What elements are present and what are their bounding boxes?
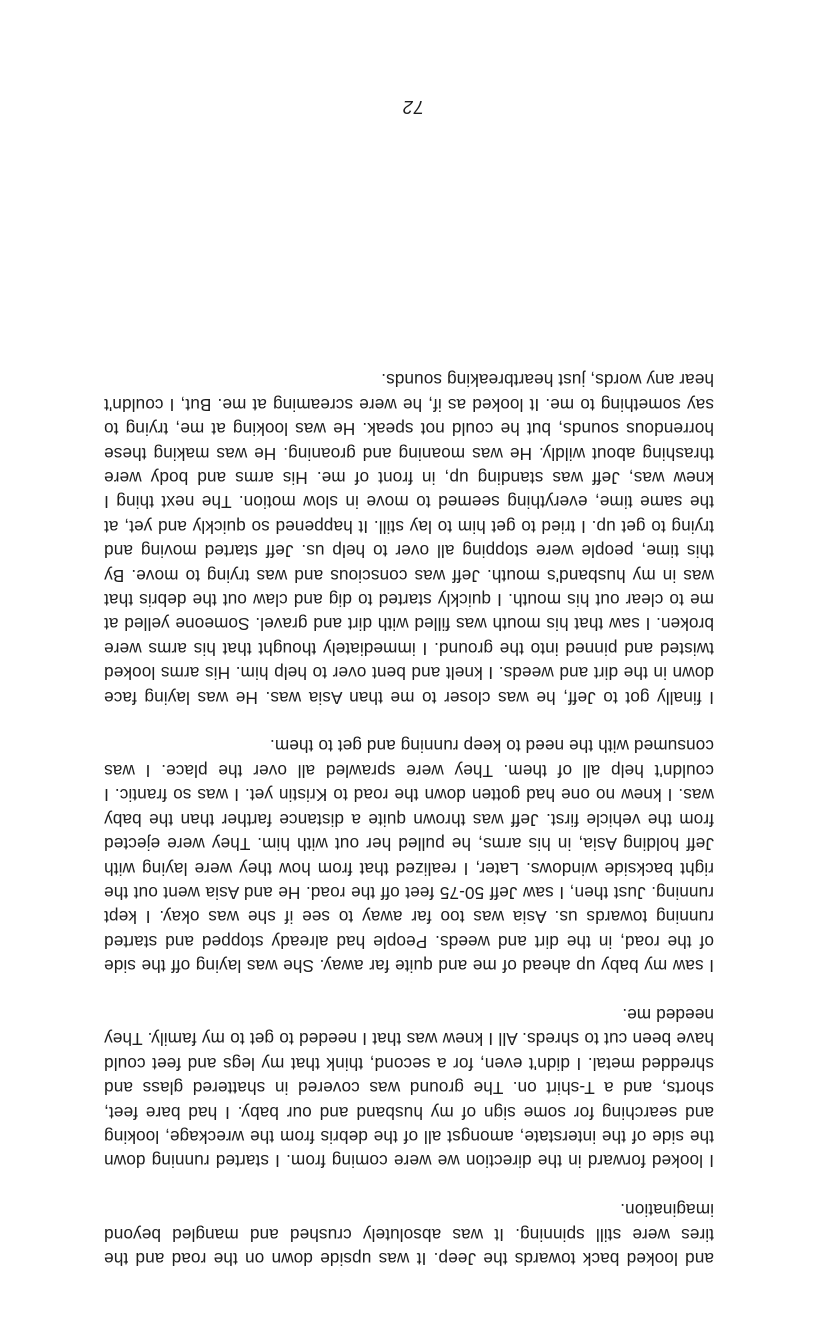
page-number: 72 [401,97,425,117]
paragraph-3: I saw my baby up ahead of me and quite far away. She was laying off the side of the road, in the dirt and weeds. People had already stopped and started running towards us. Asia was too far away to see if she was okay. I kept running. Just then, I saw Jeff 50-75 feet off the road. He and Asia went out the right backside windows. Later, I realized that from how they were laying with Jeff holding Asia, in his arms, he pulled her out with him. They were ejected from the vehicle first. Jeff was thrown quite a distance farther than the baby was. I knew no one had gotten down the road to Kristin yet. I was so frantic. I couldn't help all of them. They were sprawled all over the place. I was consumed with the need to keep running and get to them. [104,736,714,977]
paragraph-4: I finally got to Jeff, he was closer to me than Asia was. He was laying face down in the dirt and weeds. I knelt and bent over to help him. His arms looked twisted and pinned into the ground. I immediately thought that his arms were broken. I saw that his mouth was filled with dirt and gravel. Someone yelled at me to clear out his mouth. I quickly started to dig and claw out the debris that was in my husband's mouth. Jeff was conscious and was trying to move. By this time, people were stopping all over to help us. Jeff started moving and trying to get up. I tried to get him to lay still. It happened so quickly and yet, at the same time, everything seemed to move in slow motion. The next thing I knew was, Jeff was standing up, in front of me. His arms and body were thrashing about wildly. He was moaning and groaning. He was making these horrendous sounds, but he could not speak. He was looking at me, trying to say something to me. It looked as if, he were screaming at me. But, I couldn't hear any words, just heartbreaking sounds. [104,370,714,708]
body-text [104,344,714,1271]
paragraph-2: I looked forward in the direction we were coming from. I started running down the side of the interstate, amongst all of the debris from the wreckage, looking and searching for some sign of my husband and our baby. I had bare feet, shorts, and a T-shirt on. The ground was covered in shattered glass and shredded metal. I didn't even, for a second, think that my legs and feet could have been cut to shreds. All I knew was that I needed to get to my family. They needed me. [104,1004,714,1172]
paragraph-1: and looked back towards the Jeep. It was upside down on the road and the tires were still spinning. It was absolutely crushed and mangled beyond imagination. [104,1200,714,1269]
